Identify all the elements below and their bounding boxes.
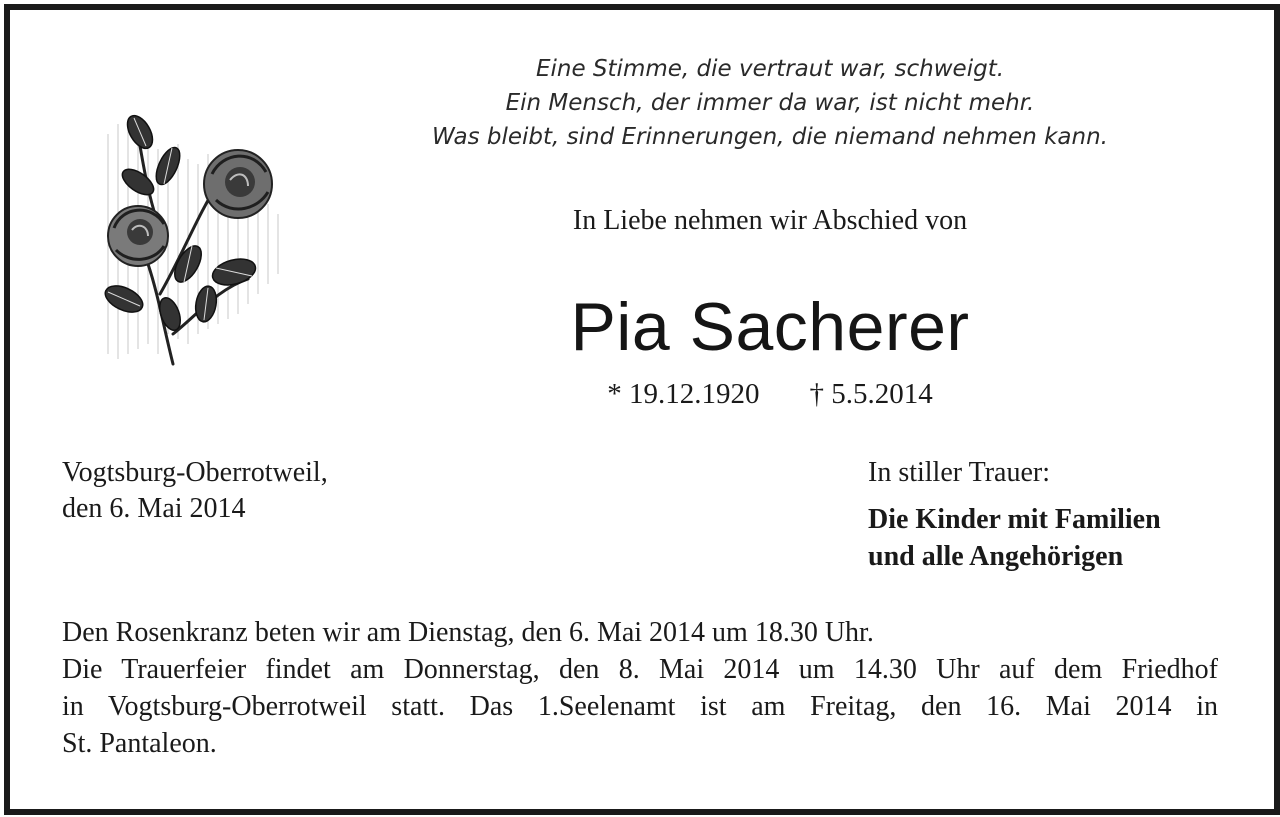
farewell-intro: In Liebe nehmen wir Abschied von bbox=[572, 205, 968, 236]
death-date: † 5.5.2014 bbox=[809, 378, 933, 410]
place-line: Vogtsburg-Oberrotweil, bbox=[62, 457, 328, 488]
info-line-1: Den Rosenkranz beten wir am Dienstag, den 6. Mai 2014 um 18.30 Uhr. bbox=[62, 617, 874, 648]
info-line-3: in Vogtsburg-Oberrotweil statt. Das 1.Seelenamt ist am Freitag, den 16. Mai 2014 in bbox=[62, 691, 1218, 722]
poem-line-3: Was bleibt, sind Erinnerungen, die niemand nehmen kann. bbox=[432, 124, 1108, 150]
poem-line-2: Ein Mensch, der immer da war, ist nicht mehr. bbox=[505, 90, 1035, 116]
mourners-line-1: Die Kinder mit Familien bbox=[868, 504, 1161, 535]
mourners bbox=[868, 455, 1161, 575]
mourners-heading: In stiller Trauer: bbox=[868, 457, 1050, 488]
mourners-names bbox=[868, 501, 1161, 575]
poem-line-1: Eine Stimme, die vertraut war, schweigt. bbox=[535, 56, 1005, 82]
poem bbox=[380, 52, 1160, 154]
deceased-name: Pia Sacherer bbox=[570, 289, 970, 365]
mourners-line-2: und alle Angehörigen bbox=[868, 541, 1124, 572]
rose-icon bbox=[88, 104, 308, 374]
place-and-date bbox=[62, 455, 328, 527]
service-info bbox=[62, 614, 1218, 762]
info-line-2: Die Trauerfeier findet am Donnerstag, den 8. Mai 2014 um 14.30 Uhr auf dem Friedhof bbox=[62, 654, 1218, 685]
info-line-4: St. Pantaleon. bbox=[62, 728, 217, 759]
date-line: den 6. Mai 2014 bbox=[62, 493, 246, 524]
birth-date: * 19.12.1920 bbox=[607, 378, 760, 410]
life-dates bbox=[380, 378, 1160, 411]
